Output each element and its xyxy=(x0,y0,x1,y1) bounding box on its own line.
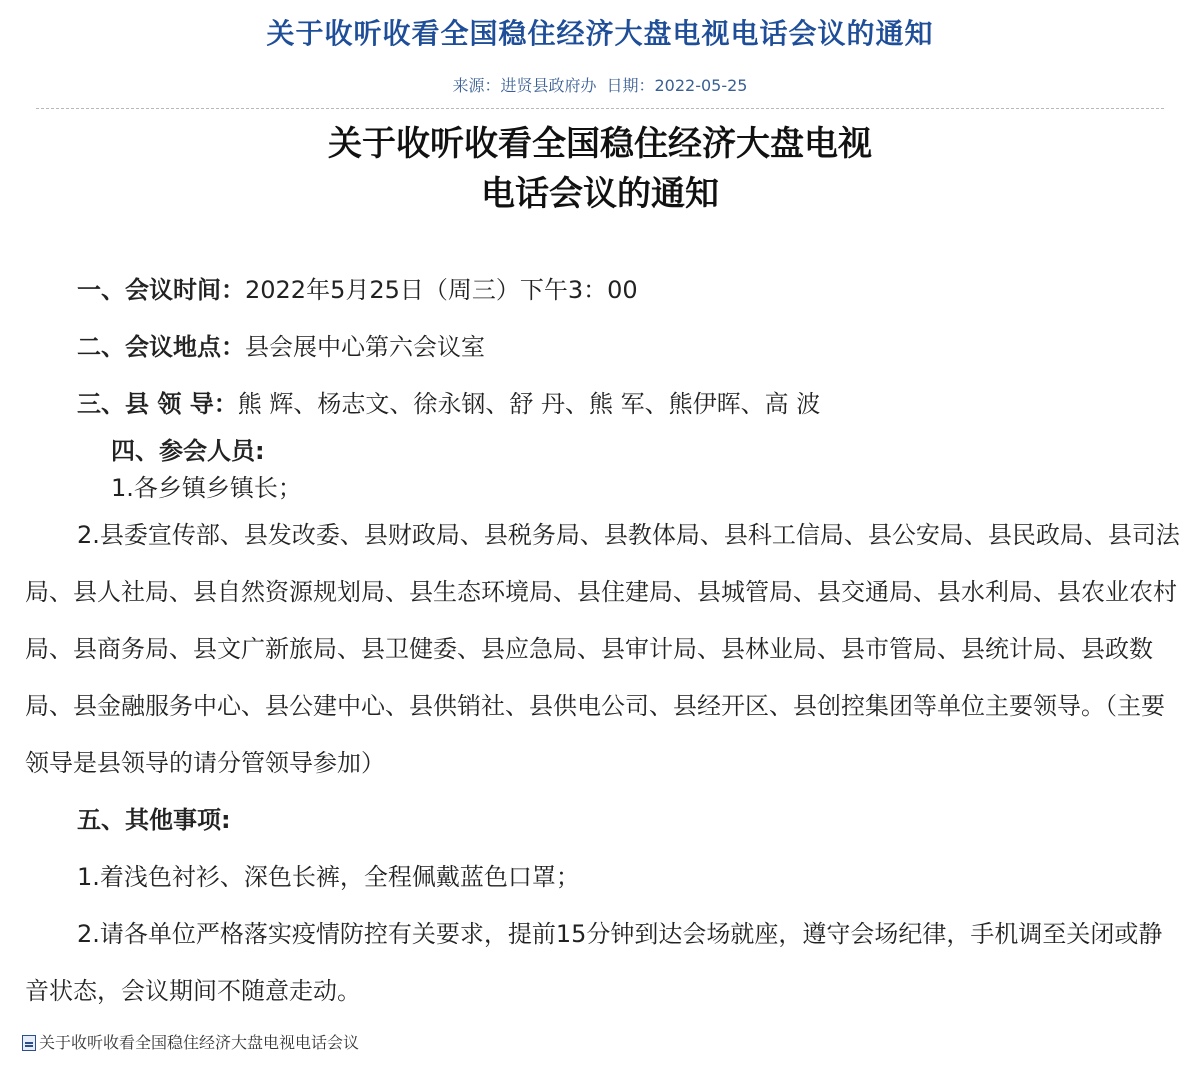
attendees-heading xyxy=(25,433,1180,470)
attachment-label: 关于收听收看全国稳住经济大盘电视电话会议 xyxy=(39,1033,360,1052)
document-title-line-2: 电话会议的通知 xyxy=(481,174,719,214)
date-label: 日期：2022-05-25 xyxy=(606,76,748,95)
header-divider xyxy=(36,108,1164,109)
other-matters-item-1: 1.着浅色衬衫、深色长裤，全程佩戴蓝色口罩； xyxy=(77,863,580,891)
source-label: 来源：进贤县政府办 xyxy=(452,76,597,95)
meeting-place xyxy=(25,319,1180,376)
meeting-time-value: 2022年5月25日（周三）下午3：00 xyxy=(245,276,638,304)
attachment-link[interactable] xyxy=(22,1030,359,1056)
page-header xyxy=(0,0,1200,219)
document-title xyxy=(0,119,1200,219)
other-matters-item-2: 2.请各单位严格落实疫情防控有关要求，提前15分钟到达会场就座，遵守会场纪律，手机调至关闭或静音状态，会议期间不随意走动。 xyxy=(25,920,1163,1005)
meeting-place-value: 县会展中心第六会议室 xyxy=(245,333,485,361)
county-leaders-label: 三、县 领 导： xyxy=(77,390,238,418)
article-meta xyxy=(0,76,1200,96)
attendees-label: 四、参会人员: xyxy=(111,437,265,465)
attendees-item-2: 2.县委宣传部、县发改委、县财政局、县税务局、县教体局、县科工信局、县公安局、县民政局、县司法局、县人社局、县自然资源规划局、县生态环境局、县住建局、县城管局、县交通局、县水利局、县农业农村局、县商务局、县文广新旅局、县卫健委、县应急局、县审计局、县林业局、县市管局、县统计局、县政数局、县金融服务中心、县公建中心、县供销社、县供电公司、县经开区、县创控集团等单位主要领导。（主要领导是县领导的请分管领导参加） xyxy=(25,521,1180,777)
document-body xyxy=(25,262,1180,1020)
attendees-item-1: 1.各乡镇乡镇长； xyxy=(111,474,302,502)
county-leaders-value: 熊 辉、杨志文、徐永钢、舒 丹、熊 军、熊伊晖、高 波 xyxy=(237,390,821,418)
meeting-time-label: 一、会议时间： xyxy=(77,276,245,304)
document-title-line-1: 关于收听收看全国稳住经济大盘电视 xyxy=(328,124,872,164)
other-matters-heading xyxy=(25,792,1180,849)
page-title: 关于收听收看全国稳住经济大盘电视电话会议的通知 xyxy=(266,17,934,50)
meeting-place-label: 二、会议地点： xyxy=(77,333,245,361)
other-matters-label: 五、其他事项: xyxy=(77,806,231,834)
document-icon xyxy=(22,1035,36,1051)
county-leaders xyxy=(25,376,1180,433)
meeting-time xyxy=(25,262,1180,319)
